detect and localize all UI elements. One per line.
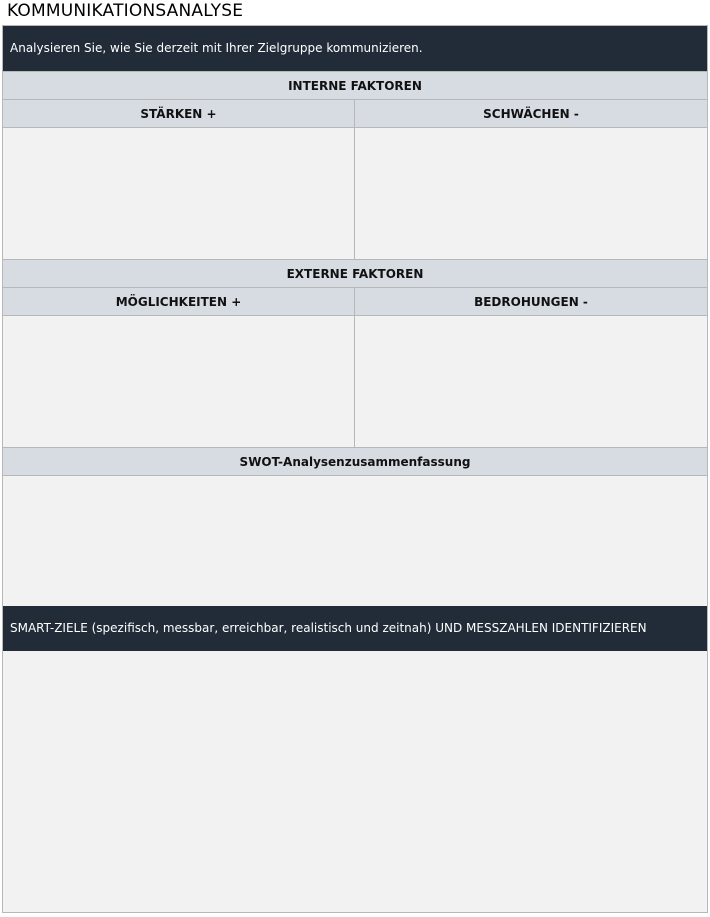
intro-text: Analysieren Sie, wie Sie derzeit mit Ihrer Zielgruppe kommunizieren. [10,41,423,55]
weaknesses-input-area[interactable] [355,128,707,259]
threats-label: BEDROHUNGEN - [474,295,588,309]
external-factors-body [3,315,707,447]
external-columns-header [3,287,707,315]
smart-goals-text: SMART-ZIELE (spezifisch, messbar, erreichbar, realistisch und zeitnah) UND MESSZAHLEN IDENTIFIZIEREN [10,621,647,635]
external-factors-label: EXTERNE FAKTOREN [286,267,424,281]
weaknesses-label: SCHWÄCHEN - [483,107,579,121]
strengths-header [3,100,355,127]
strengths-input-area[interactable] [3,128,355,259]
external-factors-heading [3,259,707,287]
smart-goals-banner [3,606,707,651]
internal-columns-header [3,99,707,127]
internal-factors-body [3,127,707,259]
internal-factors-heading [3,71,707,99]
weaknesses-header [355,100,707,127]
swot-summary-label: SWOT-Analysenzusammenfassung [239,455,471,469]
threats-header [355,288,707,315]
swot-summary-heading [3,447,707,475]
opportunities-header [3,288,355,315]
swot-summary-input-area[interactable] [3,475,707,606]
threats-input-area[interactable] [355,316,707,447]
internal-factors-label: INTERNE FAKTOREN [288,79,422,93]
smart-goals-input-area[interactable] [3,651,707,912]
opportunities-input-area[interactable] [3,316,355,447]
opportunities-label: MÖGLICHKEITEN + [115,295,242,309]
analysis-sheet [2,25,708,913]
intro-banner [3,26,707,71]
strengths-label: STÄRKEN + [140,107,217,121]
page-title: KOMMUNIKATIONSANALYSE [7,1,244,21]
